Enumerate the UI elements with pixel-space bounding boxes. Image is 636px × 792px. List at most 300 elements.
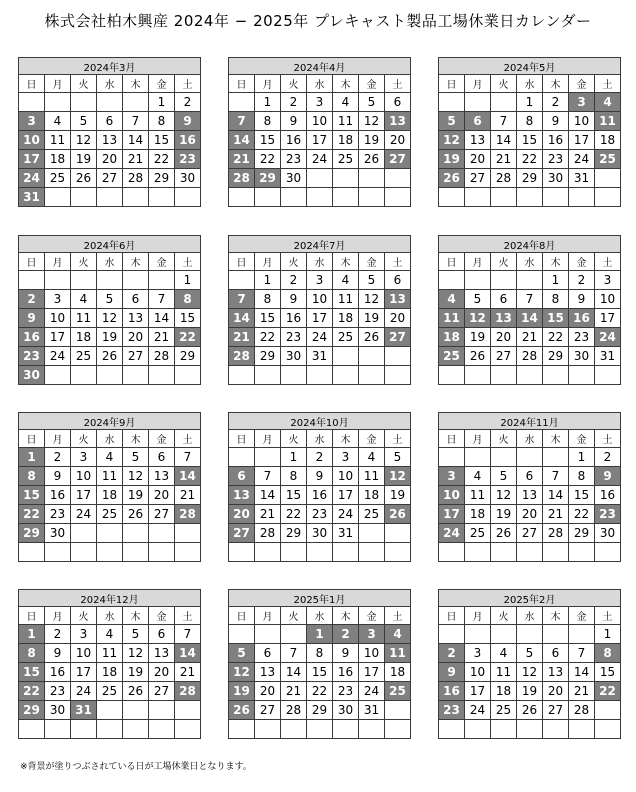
day-cell: 17 [333, 486, 359, 505]
day-cell: 12 [517, 663, 543, 682]
offday-cell: 8 [19, 644, 45, 663]
week-row [229, 625, 411, 644]
day-cell: 25 [45, 169, 71, 188]
day-cell: 11 [465, 486, 491, 505]
day-cell [595, 720, 621, 739]
day-cell: 3 [307, 93, 333, 112]
day-cell [175, 366, 201, 385]
week-row [19, 150, 201, 169]
day-cell: 17 [71, 663, 97, 682]
day-cell: 19 [465, 328, 491, 347]
weekday-header: 火 [281, 253, 307, 271]
day-cell [175, 701, 201, 720]
day-cell: 1 [281, 448, 307, 467]
day-cell: 29 [175, 347, 201, 366]
day-cell: 15 [281, 486, 307, 505]
day-cell [333, 720, 359, 739]
day-cell [307, 543, 333, 562]
weekday-header: 土 [595, 75, 621, 93]
day-cell: 15 [595, 663, 621, 682]
offday-cell: 11 [595, 112, 621, 131]
offday-cell: 8 [19, 467, 45, 486]
day-cell: 27 [517, 524, 543, 543]
week-row [229, 543, 411, 562]
day-cell: 12 [123, 467, 149, 486]
week-row [229, 112, 411, 131]
weekday-header: 水 [97, 75, 123, 93]
day-cell: 19 [71, 150, 97, 169]
day-cell: 22 [149, 150, 175, 169]
day-cell [517, 271, 543, 290]
offday-cell: 3 [19, 112, 45, 131]
weekday-header: 月 [465, 253, 491, 271]
day-cell [333, 188, 359, 207]
day-cell [517, 366, 543, 385]
weekday-header: 金 [359, 607, 385, 625]
day-cell [465, 271, 491, 290]
day-cell: 18 [45, 150, 71, 169]
offday-cell: 14 [175, 644, 201, 663]
week-row [439, 524, 621, 543]
offday-cell: 22 [595, 682, 621, 701]
day-cell: 30 [281, 347, 307, 366]
day-cell [149, 188, 175, 207]
weekday-header: 日 [229, 253, 255, 271]
week-row [439, 131, 621, 150]
offday-cell: 22 [19, 682, 45, 701]
week-row [19, 271, 201, 290]
offday-cell: 7 [229, 112, 255, 131]
weekday-header: 月 [45, 607, 71, 625]
offday-cell: 13 [229, 486, 255, 505]
day-cell: 23 [307, 505, 333, 524]
weekday-header: 木 [123, 75, 149, 93]
day-cell: 13 [255, 663, 281, 682]
day-cell [97, 543, 123, 562]
day-cell: 13 [123, 309, 149, 328]
week-row [19, 467, 201, 486]
day-cell: 2 [569, 271, 595, 290]
day-cell: 22 [255, 150, 281, 169]
day-cell [71, 93, 97, 112]
weekday-header: 日 [439, 75, 465, 93]
weekday-header: 金 [149, 253, 175, 271]
day-cell: 1 [569, 448, 595, 467]
offday-cell: 3 [359, 625, 385, 644]
offday-cell: 28 [229, 169, 255, 188]
day-cell: 15 [149, 131, 175, 150]
week-row [229, 682, 411, 701]
day-cell: 7 [149, 290, 175, 309]
offday-cell: 4 [595, 93, 621, 112]
day-cell: 25 [359, 505, 385, 524]
day-cell: 7 [543, 467, 569, 486]
day-cell [491, 271, 517, 290]
day-cell: 26 [465, 347, 491, 366]
day-cell [465, 366, 491, 385]
week-row [19, 290, 201, 309]
day-cell: 31 [333, 524, 359, 543]
offday-cell: 29 [255, 169, 281, 188]
day-cell [385, 701, 411, 720]
day-cell: 21 [255, 505, 281, 524]
day-cell: 25 [491, 701, 517, 720]
day-cell [97, 524, 123, 543]
day-cell: 27 [149, 682, 175, 701]
day-cell [543, 188, 569, 207]
day-cell: 21 [491, 150, 517, 169]
day-cell: 8 [281, 467, 307, 486]
day-cell: 26 [71, 169, 97, 188]
day-cell: 2 [175, 93, 201, 112]
weekday-header: 月 [45, 253, 71, 271]
day-cell: 28 [491, 169, 517, 188]
day-cell [595, 188, 621, 207]
day-cell [439, 366, 465, 385]
day-cell: 8 [517, 112, 543, 131]
day-cell [333, 366, 359, 385]
day-cell: 20 [517, 505, 543, 524]
day-cell: 21 [149, 328, 175, 347]
day-cell [333, 169, 359, 188]
weekday-header: 火 [281, 430, 307, 448]
day-cell: 26 [359, 150, 385, 169]
day-cell: 31 [307, 347, 333, 366]
offday-cell: 2 [439, 644, 465, 663]
weekday-header: 月 [465, 75, 491, 93]
offday-cell: 16 [439, 682, 465, 701]
day-cell: 29 [543, 347, 569, 366]
day-cell: 20 [385, 309, 411, 328]
day-cell: 6 [543, 644, 569, 663]
week-row [19, 720, 201, 739]
day-cell [333, 347, 359, 366]
week-row [439, 625, 621, 644]
day-cell: 3 [333, 448, 359, 467]
weekday-header: 日 [19, 607, 45, 625]
day-cell [385, 543, 411, 562]
day-cell: 23 [569, 328, 595, 347]
week-row [439, 366, 621, 385]
offday-cell: 16 [19, 328, 45, 347]
week-row [439, 169, 621, 188]
day-cell [465, 448, 491, 467]
day-cell: 21 [543, 505, 569, 524]
day-cell [71, 543, 97, 562]
day-cell: 17 [45, 328, 71, 347]
week-row [19, 663, 201, 682]
day-cell: 10 [465, 663, 491, 682]
day-cell: 18 [333, 131, 359, 150]
day-cell: 31 [359, 701, 385, 720]
day-cell [255, 448, 281, 467]
day-cell [439, 93, 465, 112]
day-cell: 18 [333, 309, 359, 328]
weekday-header: 月 [45, 430, 71, 448]
offday-cell: 27 [229, 524, 255, 543]
month-label: 2024年12月 [19, 590, 201, 607]
weekday-header: 火 [281, 607, 307, 625]
weekday-header: 水 [307, 607, 333, 625]
weekday-header: 火 [281, 75, 307, 93]
day-cell [281, 543, 307, 562]
day-cell: 6 [149, 448, 175, 467]
day-cell: 11 [491, 663, 517, 682]
offday-cell: 23 [175, 150, 201, 169]
offday-cell: 12 [229, 663, 255, 682]
offday-cell: 4 [439, 290, 465, 309]
day-cell: 3 [71, 625, 97, 644]
day-cell [595, 543, 621, 562]
day-cell: 15 [517, 131, 543, 150]
day-cell: 25 [333, 150, 359, 169]
day-cell: 12 [491, 486, 517, 505]
day-cell: 5 [385, 448, 411, 467]
day-cell [359, 366, 385, 385]
week-row [439, 448, 621, 467]
day-cell [255, 366, 281, 385]
day-cell: 30 [307, 524, 333, 543]
weekday-header: 木 [543, 75, 569, 93]
offday-cell: 19 [229, 682, 255, 701]
week-row [229, 663, 411, 682]
day-cell [359, 524, 385, 543]
day-cell: 24 [307, 150, 333, 169]
day-cell: 16 [543, 131, 569, 150]
day-cell [543, 543, 569, 562]
day-cell [255, 188, 281, 207]
day-cell: 19 [359, 131, 385, 150]
month-calendar [438, 589, 621, 739]
offday-cell: 26 [385, 505, 411, 524]
day-cell [229, 271, 255, 290]
day-cell: 30 [175, 169, 201, 188]
day-cell [123, 701, 149, 720]
weekday-header: 土 [595, 607, 621, 625]
weekday-header: 金 [569, 75, 595, 93]
day-cell [491, 720, 517, 739]
day-cell [123, 188, 149, 207]
day-cell: 1 [255, 271, 281, 290]
day-cell: 7 [517, 290, 543, 309]
weekday-header: 木 [123, 430, 149, 448]
day-cell: 12 [359, 290, 385, 309]
day-cell: 3 [71, 448, 97, 467]
day-cell: 28 [569, 701, 595, 720]
day-cell: 23 [281, 328, 307, 347]
day-cell: 13 [543, 663, 569, 682]
day-cell [359, 347, 385, 366]
day-cell: 7 [281, 644, 307, 663]
day-cell: 16 [307, 486, 333, 505]
weekday-header: 火 [71, 607, 97, 625]
day-cell: 8 [149, 112, 175, 131]
day-cell: 1 [543, 271, 569, 290]
day-cell: 10 [333, 467, 359, 486]
day-cell: 14 [569, 663, 595, 682]
weekday-header: 土 [595, 430, 621, 448]
day-cell [439, 720, 465, 739]
week-row [229, 701, 411, 720]
offday-cell: 19 [439, 150, 465, 169]
weekday-header: 日 [229, 430, 255, 448]
week-row [19, 347, 201, 366]
day-cell [175, 524, 201, 543]
day-cell: 8 [255, 112, 281, 131]
week-row [229, 169, 411, 188]
week-row [229, 131, 411, 150]
weekday-header: 水 [517, 607, 543, 625]
day-cell: 27 [543, 701, 569, 720]
day-cell: 13 [465, 131, 491, 150]
day-cell: 21 [175, 663, 201, 682]
day-cell: 29 [281, 524, 307, 543]
week-row [19, 112, 201, 131]
day-cell: 19 [491, 505, 517, 524]
day-cell [385, 188, 411, 207]
day-cell: 3 [465, 644, 491, 663]
offday-cell: 14 [517, 309, 543, 328]
day-cell [517, 448, 543, 467]
week-row [19, 448, 201, 467]
offday-cell: 14 [229, 309, 255, 328]
day-cell: 19 [123, 486, 149, 505]
weekday-header: 土 [385, 607, 411, 625]
day-cell: 4 [45, 112, 71, 131]
month-calendar [228, 412, 411, 562]
offday-cell: 10 [19, 131, 45, 150]
day-cell: 11 [333, 290, 359, 309]
week-row [19, 366, 201, 385]
week-row [19, 169, 201, 188]
weekday-header: 月 [255, 253, 281, 271]
weekday-header: 土 [385, 75, 411, 93]
day-cell [255, 625, 281, 644]
offday-cell: 30 [19, 366, 45, 385]
day-cell: 20 [465, 150, 491, 169]
offday-cell: 3 [569, 93, 595, 112]
day-cell [307, 720, 333, 739]
day-cell: 17 [465, 682, 491, 701]
day-cell: 22 [517, 150, 543, 169]
day-cell: 2 [45, 625, 71, 644]
weekday-header: 土 [385, 253, 411, 271]
week-row [439, 701, 621, 720]
day-cell: 23 [333, 682, 359, 701]
day-cell: 23 [45, 505, 71, 524]
week-row [19, 188, 201, 207]
day-cell: 14 [491, 131, 517, 150]
week-row [19, 524, 201, 543]
day-cell: 1 [255, 93, 281, 112]
day-cell [149, 271, 175, 290]
day-cell: 21 [517, 328, 543, 347]
offday-cell: 2 [19, 290, 45, 309]
weekday-header: 火 [491, 430, 517, 448]
day-cell: 2 [281, 93, 307, 112]
weekday-header: 木 [123, 607, 149, 625]
day-cell: 18 [465, 505, 491, 524]
day-cell [175, 720, 201, 739]
offday-cell: 15 [19, 486, 45, 505]
day-cell: 19 [517, 682, 543, 701]
offday-cell: 22 [19, 505, 45, 524]
weekday-header: 水 [307, 430, 333, 448]
weekday-header: 土 [175, 430, 201, 448]
weekday-header: 金 [359, 75, 385, 93]
day-cell: 10 [569, 112, 595, 131]
day-cell: 13 [97, 131, 123, 150]
day-cell [595, 366, 621, 385]
day-cell: 18 [97, 486, 123, 505]
offday-cell: 25 [385, 682, 411, 701]
week-row [439, 663, 621, 682]
day-cell [45, 720, 71, 739]
day-cell: 15 [255, 309, 281, 328]
day-cell: 31 [595, 347, 621, 366]
day-cell: 5 [491, 467, 517, 486]
day-cell [281, 625, 307, 644]
day-cell [229, 625, 255, 644]
day-cell [175, 188, 201, 207]
day-cell: 24 [359, 682, 385, 701]
weekday-header: 月 [45, 75, 71, 93]
day-cell: 28 [149, 347, 175, 366]
offday-cell: 16 [569, 309, 595, 328]
day-cell [255, 543, 281, 562]
day-cell: 8 [543, 290, 569, 309]
day-cell: 12 [359, 112, 385, 131]
day-cell [123, 720, 149, 739]
day-cell: 26 [97, 347, 123, 366]
week-row [19, 505, 201, 524]
weekday-header: 金 [569, 253, 595, 271]
day-cell: 16 [595, 486, 621, 505]
week-row [19, 701, 201, 720]
weekday-header: 金 [359, 253, 385, 271]
day-cell: 16 [45, 486, 71, 505]
day-cell: 19 [97, 328, 123, 347]
day-cell: 22 [307, 682, 333, 701]
day-cell: 25 [71, 347, 97, 366]
weekday-header: 月 [255, 607, 281, 625]
weekday-header: 木 [543, 430, 569, 448]
day-cell: 22 [281, 505, 307, 524]
day-cell: 29 [307, 701, 333, 720]
day-cell: 27 [491, 347, 517, 366]
day-cell [255, 720, 281, 739]
day-cell [97, 701, 123, 720]
day-cell: 29 [255, 347, 281, 366]
month-calendar [438, 235, 621, 385]
offday-cell: 17 [439, 505, 465, 524]
offday-cell: 27 [385, 328, 411, 347]
week-row [229, 93, 411, 112]
day-cell [439, 448, 465, 467]
day-cell [517, 543, 543, 562]
day-cell [569, 543, 595, 562]
offday-cell: 3 [439, 467, 465, 486]
day-cell: 4 [465, 467, 491, 486]
day-cell: 13 [149, 467, 175, 486]
day-cell [491, 448, 517, 467]
weekday-header: 木 [333, 75, 359, 93]
offday-cell: 10 [439, 486, 465, 505]
day-cell: 14 [149, 309, 175, 328]
day-cell [71, 188, 97, 207]
day-cell [439, 543, 465, 562]
day-cell [97, 188, 123, 207]
